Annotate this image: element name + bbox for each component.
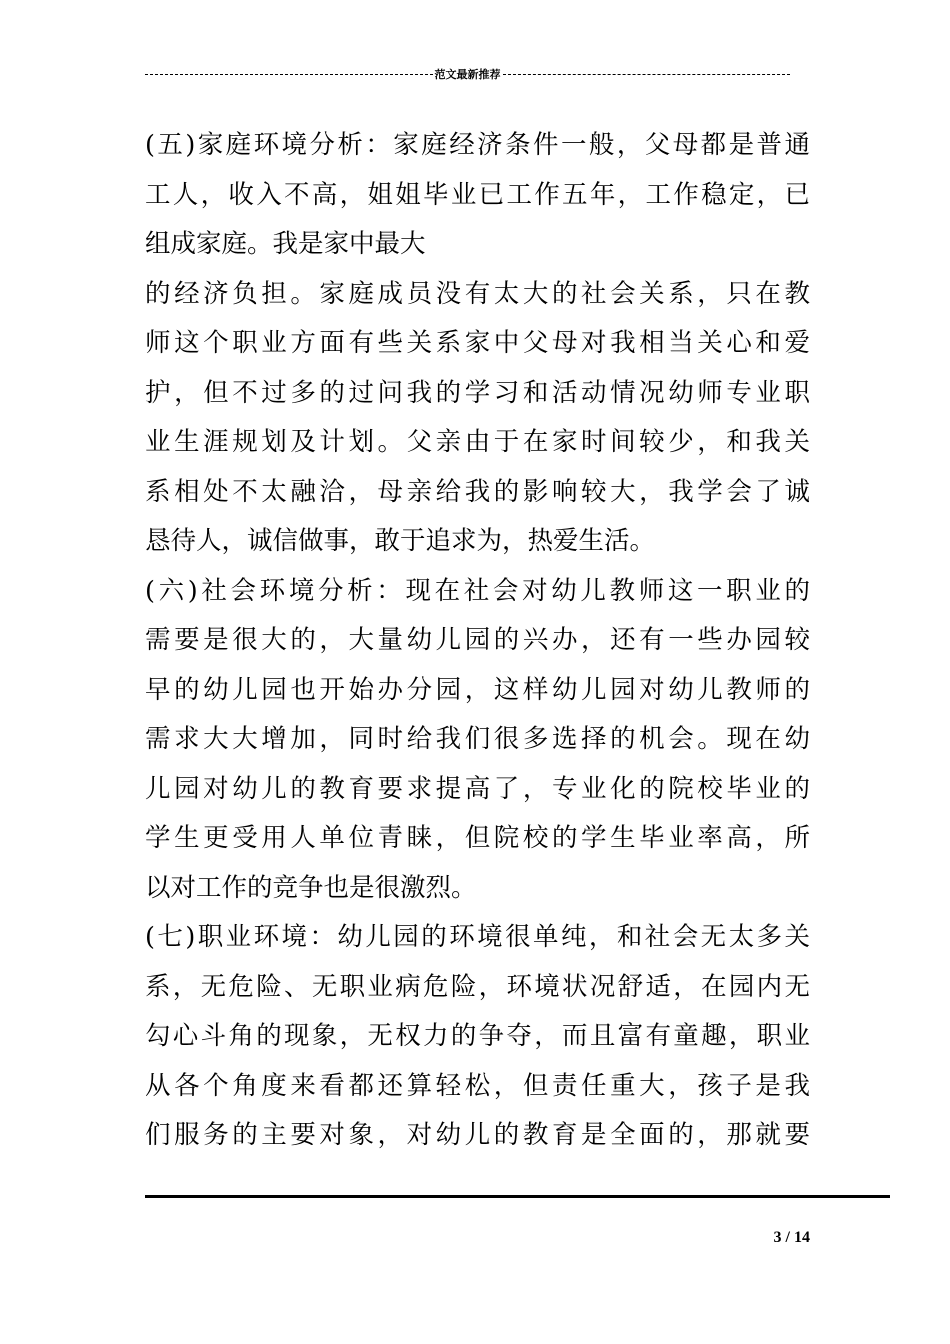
text-line: 系相处不太融洽，母亲给我的影响较大，我学会了诚 [145,476,810,507]
page-number: 3 / 14 [773,1229,810,1246]
text-line: 系，无危险、无职业病危险，环境状况舒适，在园内无 [145,971,810,1002]
text-line: 业生涯规划及计划。父亲由于在家时间较少，和我关 [145,427,810,457]
page-header [145,66,790,82]
text-line: 早的幼儿园也开始办分园，这样幼儿园对幼儿教师的 [145,674,810,705]
text-line: 恳待人，诚信做事，敢于追求为，热爱生活。 [145,526,656,556]
text-line: 们服务的主要对象，对幼儿的教育是全面的，那就要 [145,1120,810,1150]
header-dash-left [145,74,433,75]
text-line: 学生更受用人单位青睐，但院校的学生毕业率高，所 [145,823,810,853]
text-line: 师这个职业方面有些关系家中父母对我相当关心和爱 [145,328,810,358]
text-line: 儿园对幼儿的教育要求提高了，专业化的院校毕业的 [145,773,810,804]
text-line: 以对工作的竞争也是很激烈。 [145,872,477,903]
text-line: 的经济负担。家庭成员没有太大的社会关系，只在教 [145,278,810,309]
text-line: 工人，收入不高，姐姐毕业已工作五年，工作稳定，已 [145,179,810,210]
text-line: 需求大大增加，同时给我们很多选择的机会。现在幼 [145,724,810,754]
text-line: (七)职业环境：幼儿园的环境很单纯，和社会无太多关 [145,922,810,952]
text-line: 护，但不过多的过问我的学习和活动情况幼师专业职 [145,377,810,408]
text-line: (六)社会环境分析：现在社会对幼儿教师这一职业的 [145,575,810,606]
document-body [145,121,810,1161]
header-dash-right [503,74,791,75]
text-line: (五)家庭环境分析：家庭经济条件一般，父母都是普通 [145,130,810,160]
text-line: 从各个角度来看都还算轻松，但责任重大，孩子是我 [145,1070,810,1101]
footer-rule [145,1195,890,1198]
text-line: 需要是很大的，大量幼儿园的兴办，还有一些办园较 [145,625,810,655]
text-line: 勾心斗角的现象，无权力的争夺，而且富有童趣，职业 [145,1021,810,1051]
text-line: 组成家庭。我是家中最大 [145,229,426,259]
header-title: 范文最新推荐 [434,69,501,81]
